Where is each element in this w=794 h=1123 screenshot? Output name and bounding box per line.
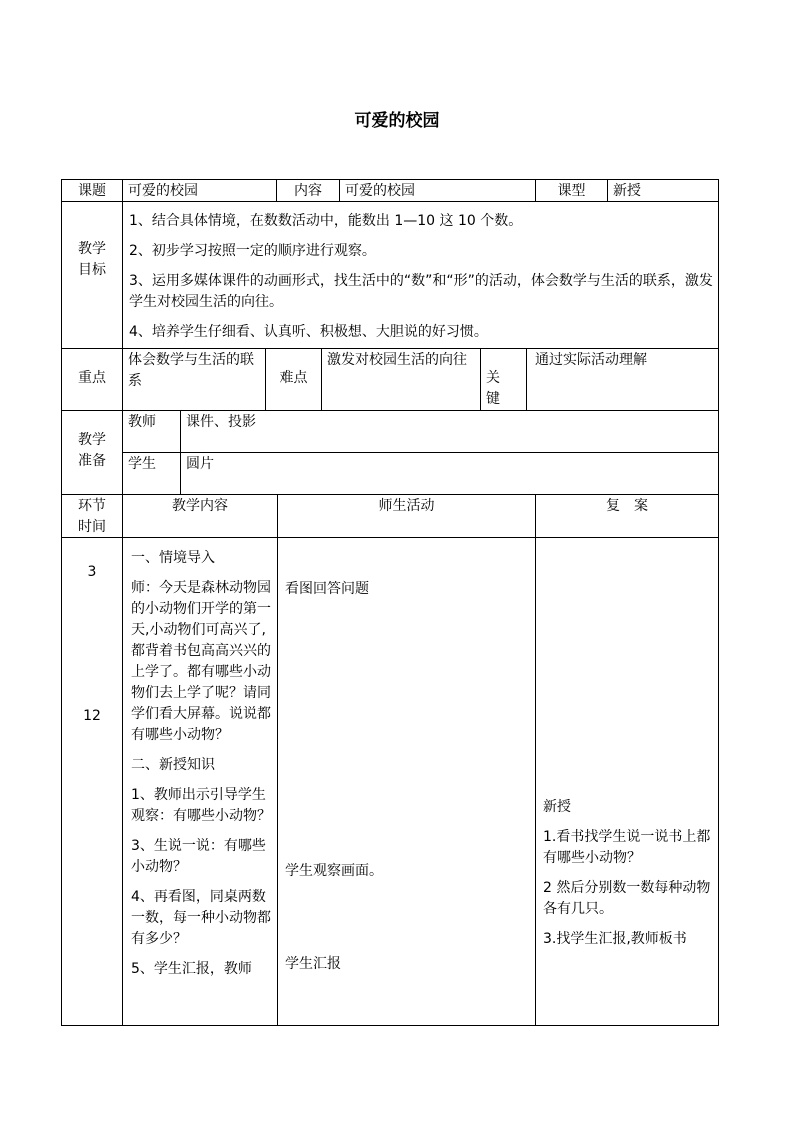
stage-time-header: 环节时间: [78, 498, 106, 535]
difficulty-label: 难点: [279, 370, 308, 386]
time-value: 3: [87, 564, 97, 580]
review-item: 3.找学生汇报,教师板书: [543, 931, 687, 947]
time-column-cell: [61, 537, 123, 1026]
content-paragraph: 师：今天是森林动物园的小动物们开学的第一天,小动物们可高兴了,都背着书包高高兴兴的上学了。都有哪些小动物们去上学了呢？请同学们看大屏幕。说说都有哪些小动物？: [131, 580, 271, 743]
teacher-value: 课件、投影: [186, 414, 256, 430]
lesson-label-cell: [61, 179, 123, 202]
type-value: 新授: [613, 183, 641, 199]
content-header: 教学内容: [172, 498, 228, 514]
content-paragraph: 4、再看图，同桌两数一数，每一种小动物都有多少？: [131, 889, 271, 947]
preparation-label-cell: [61, 410, 123, 495]
activity-header: 师生活动: [378, 498, 435, 514]
review-column-cell: [535, 537, 719, 1026]
objective-item: 2、初步学习按照一定的顺序进行观察。: [129, 243, 376, 259]
content-paragraph: 二、新授知识: [131, 757, 215, 773]
content-value-cell: [339, 179, 536, 202]
activity-header-cell: [277, 494, 536, 538]
objective-item: 3、运用多媒体课件的动画形式，找生活中的“数”和“形”的活动，体会数学与生活的联系，激发学生对校园生活的向往。: [129, 273, 713, 310]
type-label-cell: [535, 179, 608, 202]
content-paragraph: 3、生说一说：有哪些小动物？: [131, 838, 266, 875]
teacher-value-cell: [180, 410, 719, 453]
objective-item: 4、培养学生仔细看、认真听、积极想、大胆说的好习惯。: [129, 324, 488, 340]
content-paragraph: 5、学生汇报，教师: [131, 961, 252, 977]
document-title: 可爱的校园: [354, 111, 440, 131]
key-point-value-cell: [122, 348, 266, 411]
lesson-label: 课题: [78, 183, 106, 199]
objectives-label-cell: [61, 201, 123, 349]
content-label-cell: [276, 179, 340, 202]
crux-value-cell: [526, 348, 719, 411]
content-header-cell: [122, 494, 278, 538]
key-point-label: 重点: [78, 370, 106, 386]
student-label-cell: [122, 452, 181, 495]
objective-item: 1、结合具体情境，在数数活动中，能数出 1—10 这 10 个数。: [129, 213, 523, 229]
key-point-value: 体会数学与生活的联系: [128, 352, 254, 389]
key-point-label-cell: [61, 348, 123, 411]
stage-time-header-cell: [61, 494, 123, 538]
student-label: 学生: [128, 456, 156, 472]
content-value: 可爱的校园: [345, 183, 415, 199]
objectives-content-cell: [122, 201, 719, 349]
review-item: 新授: [543, 799, 571, 815]
student-value-cell: [180, 452, 719, 495]
type-label: 课型: [557, 183, 586, 199]
content-label: 内容: [294, 183, 322, 199]
content-paragraph: 一、情境导入: [131, 550, 215, 566]
review-item: 2 然后分别数一数每种动物各有几只。: [543, 880, 711, 917]
time-value: 12: [83, 708, 101, 724]
activity-item: 学生汇报: [285, 956, 341, 972]
lesson-value: 可爱的校园: [128, 183, 198, 199]
student-value: 圆片: [186, 456, 214, 472]
activity-item: 看图回答问题: [285, 581, 369, 597]
activity-column-cell: [277, 537, 536, 1026]
objectives-label: 教学目标: [78, 241, 106, 278]
review-item: 1.看书找学生说一说书上都有哪些小动物？: [543, 829, 711, 866]
type-value-cell: [607, 179, 719, 202]
lesson-value-cell: [122, 179, 277, 202]
crux-label-cell: [480, 348, 527, 411]
difficulty-value-cell: [321, 348, 481, 411]
difficulty-label-cell: [265, 348, 322, 411]
teacher-label: 教师: [128, 414, 156, 430]
crux-value: 通过实际活动理解: [535, 352, 647, 368]
teaching-content-cell: [122, 537, 278, 1026]
activity-item: 学生观察画面。: [285, 863, 383, 879]
crux-label: 关键: [486, 370, 500, 407]
review-header-cell: [535, 494, 719, 538]
content-paragraph: 1、教师出示引导学生观察：有哪些小动物？: [131, 787, 271, 824]
preparation-label: 教学准备: [78, 432, 106, 469]
teacher-label-cell: [122, 410, 181, 453]
review-header: 复 案: [606, 498, 648, 514]
difficulty-value: 激发对校园生活的向往: [327, 352, 467, 368]
